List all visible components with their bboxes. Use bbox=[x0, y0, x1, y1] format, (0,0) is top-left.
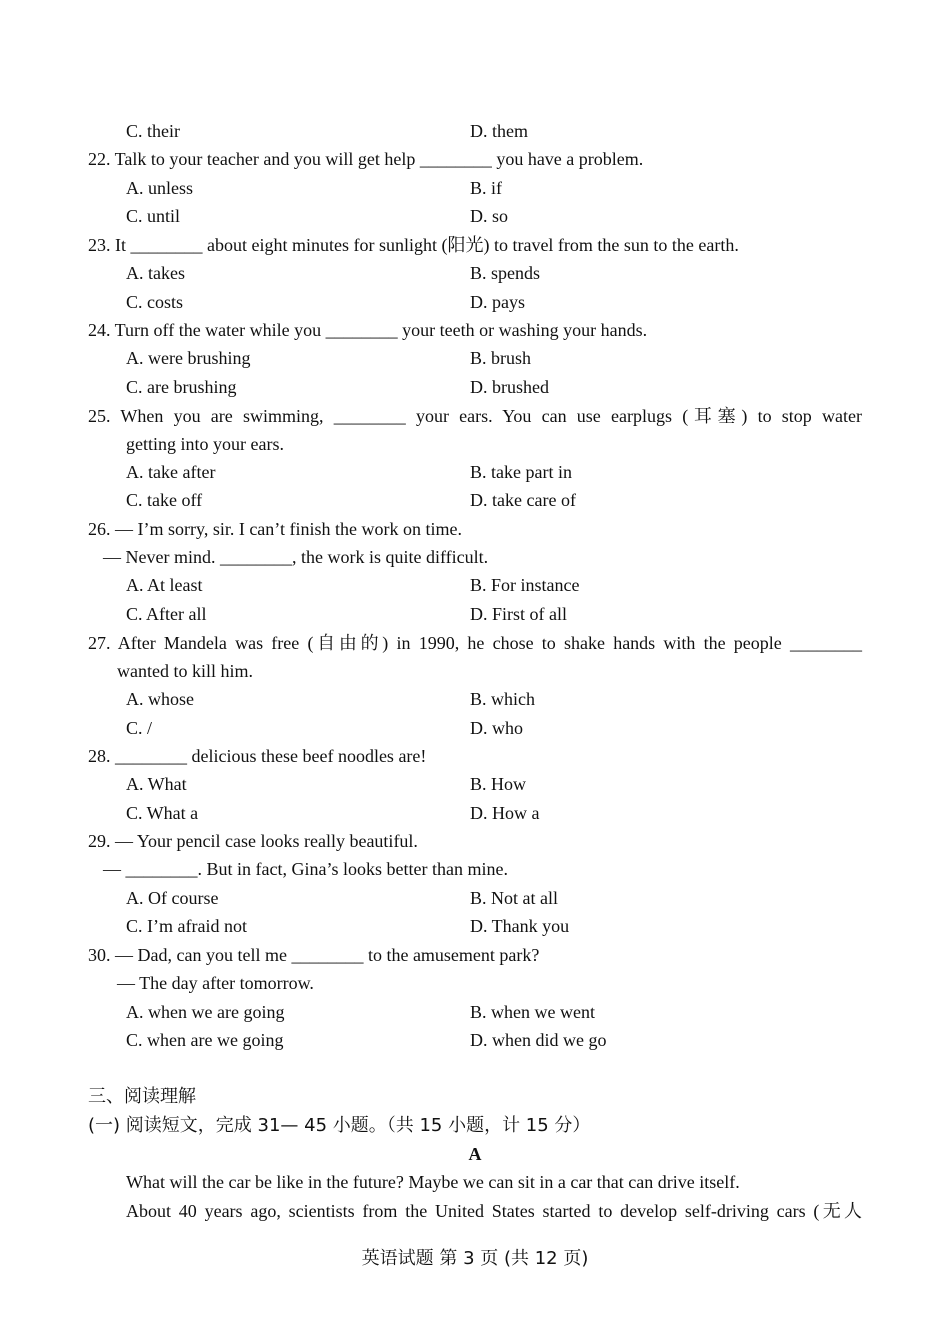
q30-question-line2: — The day after tomorrow. bbox=[117, 973, 314, 993]
q30-option-b: B. when we went bbox=[470, 1002, 595, 1022]
q27-question-line2: wanted to kill him. bbox=[117, 661, 253, 681]
q25-question-line2: getting into your ears. bbox=[126, 434, 284, 454]
q24-option-b: B. brush bbox=[470, 348, 532, 368]
q30-option-c: C. when are we going bbox=[126, 1030, 284, 1050]
q25-option-d: D. take care of bbox=[470, 490, 576, 510]
q26-question-line1: 26. — I’m sorry, sir. I can’t finish the work on time. bbox=[88, 519, 462, 539]
q25-option-b: B. take part in bbox=[470, 462, 572, 482]
section-title: 三、阅读理解 bbox=[88, 1086, 196, 1107]
q23-option-d: D. pays bbox=[470, 292, 525, 312]
q28-question: 28. ________ delicious these beef noodles are! bbox=[88, 746, 427, 766]
q22-option-c: C. until bbox=[126, 206, 181, 226]
q21-option-d: D. them bbox=[470, 121, 528, 141]
q21-option-c: C. their bbox=[126, 121, 180, 141]
q27-option-c: C. / bbox=[126, 718, 153, 738]
q30-option-d: D. when did we go bbox=[470, 1030, 607, 1050]
q22-option-d: D. so bbox=[470, 206, 509, 226]
q23-option-a: A. takes bbox=[126, 263, 185, 283]
q25-question-line1: 25. When you are swimming, ________ your ears. You can use earplugs (耳塞) to stop water bbox=[88, 406, 862, 426]
q26-option-b: B. For instance bbox=[470, 575, 580, 595]
q26-option-c: C. After all bbox=[126, 604, 207, 624]
q22-option-a: A. unless bbox=[126, 178, 193, 198]
q26-question-line2: — Never mind. ________, the work is quite difficult. bbox=[103, 547, 489, 567]
q28-option-b: B. How bbox=[470, 774, 527, 794]
q22-question: 22. Talk to your teacher and you will get help ________ you have a problem. bbox=[88, 149, 644, 169]
passage-paragraph-1: What will the car be like in the future? Maybe we can sit in a car that can drive itself. bbox=[126, 1172, 740, 1192]
q29-option-c: C. I’m afraid not bbox=[126, 916, 247, 936]
q28-option-a: A. What bbox=[126, 774, 187, 794]
q28-option-d: D. How a bbox=[470, 803, 540, 823]
q27-option-d: D. who bbox=[470, 718, 523, 738]
q26-option-a: A. At least bbox=[126, 575, 203, 595]
q24-option-d: D. brushed bbox=[470, 377, 549, 397]
passage-label: A bbox=[468, 1144, 482, 1164]
q23-question: 23. It ________ about eight minutes for sunlight (阳光) to travel from the sun to the earth. bbox=[88, 235, 739, 255]
q27-question-line1: 27. After Mandela was free (自由的) in 1990, he chose to shake hands with the people ________ bbox=[88, 633, 862, 653]
q30-option-a: A. when we are going bbox=[126, 1002, 285, 1022]
passage-paragraph-2: About 40 years ago, scientists from the United States started to develop self-driving cars (无人 bbox=[126, 1201, 862, 1221]
q23-option-c: C. costs bbox=[126, 292, 184, 312]
q26-option-d: D. First of all bbox=[470, 604, 567, 624]
q29-question-line1: 29. — Your pencil case looks really beautiful. bbox=[88, 831, 418, 851]
q24-option-a: A. were brushing bbox=[126, 348, 251, 368]
q29-option-b: B. Not at all bbox=[470, 888, 558, 908]
section-instruction: (一) 阅读短文，完成 31— 45 小题。（共 15 小题，计 15 分） bbox=[88, 1115, 591, 1136]
q29-question-line2: — ________. But in fact, Gina’s looks better than mine. bbox=[103, 859, 508, 879]
q23-option-b: B. spends bbox=[470, 263, 541, 283]
q29-option-a: A. Of course bbox=[126, 888, 219, 908]
q25-option-c: C. take off bbox=[126, 490, 203, 510]
q24-option-c: C. are brushing bbox=[126, 377, 237, 397]
q24-question: 24. Turn off the water while you ________ your teeth or washing your hands. bbox=[88, 320, 648, 340]
q22-option-b: B. if bbox=[470, 178, 503, 198]
q25-option-a: A. take after bbox=[126, 462, 216, 482]
q29-option-d: D. Thank you bbox=[470, 916, 570, 936]
q27-option-b: B. which bbox=[470, 689, 535, 709]
q28-option-c: C. What a bbox=[126, 803, 199, 823]
page-footer: 英语试题 第 3 页 (共 12 页) bbox=[361, 1248, 589, 1269]
q27-option-a: A. whose bbox=[126, 689, 194, 709]
q30-question-line1: 30. — Dad, can you tell me ________ to the amusement park? bbox=[88, 945, 540, 965]
